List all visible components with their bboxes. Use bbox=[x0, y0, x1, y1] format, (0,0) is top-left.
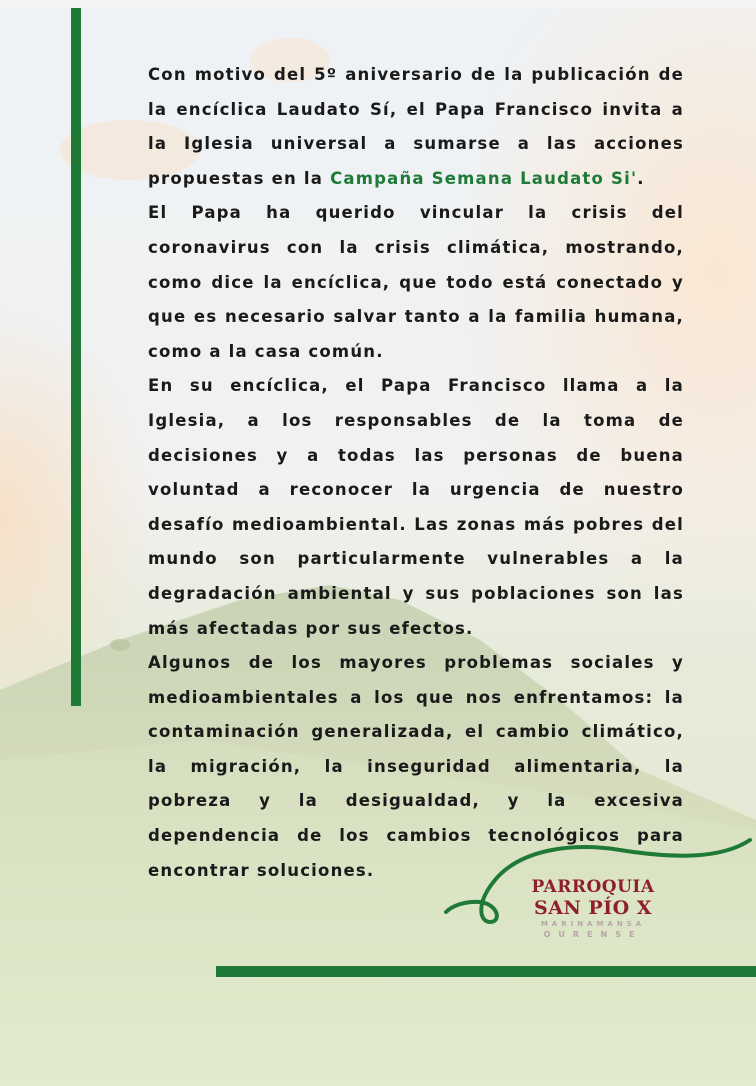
vertical-green-bar bbox=[71, 8, 81, 706]
campaign-link: Campaña Semana Laudato Si' bbox=[330, 168, 638, 188]
paragraph-2: El Papa ha querido vincular la crisis del coronavirus con la crisis climática, mostrando, como dice la encíclica, que todo está conectado y que es necesario salvar tanto a la familia humana, como a la casa común. bbox=[148, 203, 684, 361]
logo-line-city: OURENSE bbox=[543, 930, 643, 939]
logo-line-parroquia: PARROQUIA bbox=[531, 877, 655, 897]
paragraph-3: En su encíclica, el Papa Francisco llama a la Iglesia, a los responsables de la toma de decisiones y a todas las personas de buena voluntad a reconocer la urgencia de nuestro desafío medioambiental. Las zonas más pobres del mundo son particularmente vulnerables a la degradación ambiental y sus poblaciones son las más afectadas por sus efectos. bbox=[148, 376, 684, 638]
top-strip bbox=[0, 0, 756, 8]
logo-line-place: MARINAMANSA bbox=[540, 920, 646, 928]
horizontal-green-bar bbox=[216, 966, 756, 977]
paragraph-1: Con motivo del 5º aniversario de la publicación de la encíclica Laudato Sí, el Papa Francisco invita a la Iglesia universal a sumarse a las acciones propuestas en la Campaña Semana Laudato Si'. bbox=[148, 65, 684, 188]
parish-logo bbox=[528, 877, 658, 940]
paragraph-4: Algunos de los mayores problemas sociales y medioambientales a los que nos enfrentamos: la contaminación generalizada, el cambio climático, la migración, la inseguridad alimentaria, la pobreza y la desigualdad, y la excesiva dependencia de los cambios tecnológicos para encontrar soluciones. bbox=[148, 653, 684, 880]
logo-line-san-pio: SAN PÍO X bbox=[533, 897, 653, 919]
body-text bbox=[148, 58, 684, 888]
